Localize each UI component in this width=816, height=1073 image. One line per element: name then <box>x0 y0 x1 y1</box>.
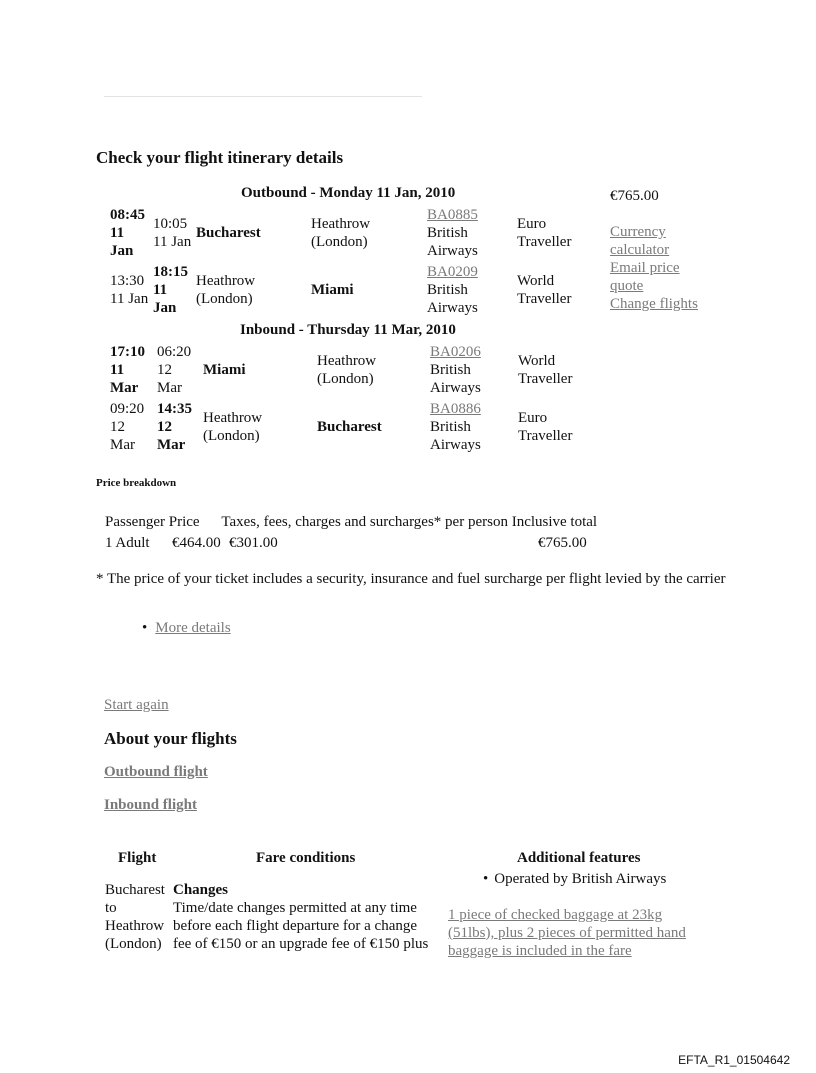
flight-number-link[interactable]: BA0209 <box>427 264 478 280</box>
row-passenger: 1 Adult <box>105 535 150 551</box>
surcharge-note: * The price of your ticket includes a security, insurance and fuel surcharge per flight levied by the carrier <box>96 571 726 587</box>
flight-info: BA0206 British Airways <box>430 344 481 396</box>
col-passenger: Passenger <box>105 514 165 530</box>
condition-changes: Changes Time/date changes permitted at any time <box>173 882 417 916</box>
flight-info: BA0886 British Airways <box>430 401 481 453</box>
change-flights-link[interactable]: Change flights <box>610 296 698 312</box>
flight-info: BA0885 British Airways <box>427 207 478 259</box>
outbound-header: Outbound - Monday 11 Jan, 2010 <box>241 185 456 201</box>
inbound-flight-link[interactable]: Inbound flight <box>104 797 197 813</box>
from-city: Miami <box>203 362 246 378</box>
currency-calculator-link[interactable]: Currency calculator <box>610 224 670 258</box>
arr-time: 06:20 12 Mar <box>157 344 192 396</box>
col-fare-header: Fare conditions <box>256 850 356 866</box>
from-city: Heathrow (London) <box>203 410 263 444</box>
operated-by: • Operated by British Airways <box>483 871 667 887</box>
side-links <box>610 223 698 313</box>
document-id: EFTA_R1_01504642 <box>678 1053 790 1067</box>
dep-time: 09:20 12 Mar <box>110 401 145 453</box>
to-city: Miami <box>311 282 354 298</box>
flight-number-link[interactable]: BA0206 <box>430 344 481 360</box>
dep-time: 17:10 11 Mar <box>110 344 145 396</box>
col-flight-header: Flight <box>118 850 157 866</box>
to-city: Heathrow (London) <box>311 216 371 250</box>
from-city: Heathrow (London) <box>196 273 256 307</box>
condition-flight: Bucharest to Heathrow (London) <box>105 882 165 952</box>
arr-time: 18:15 11 Jan <box>153 264 188 316</box>
more-details-link[interactable]: More details <box>155 620 231 636</box>
total-price: €765.00 <box>610 188 659 204</box>
start-again-link[interactable]: Start again <box>104 697 169 713</box>
arr-time: 14:35 12 Mar <box>157 401 192 453</box>
col-taxes: Taxes, fees, charges and surcharges* per person <box>221 514 508 530</box>
inbound-header: Inbound - Thursday 11 Mar, 2010 <box>240 322 456 338</box>
row-total: €765.00 <box>538 535 587 551</box>
flight-info: BA0209 British Airways <box>427 264 478 316</box>
row-price: €464.00 <box>172 535 221 551</box>
flight-number-link[interactable]: BA0885 <box>427 207 478 223</box>
cabin-class: World Traveller <box>518 353 573 387</box>
arr-time: 10:05 11 Jan <box>153 216 192 250</box>
row-taxes: €301.00 <box>229 535 278 551</box>
col-features-header: Additional features <box>517 850 641 866</box>
cabin-class: World Traveller <box>517 273 572 307</box>
cabin-class: Euro Traveller <box>518 410 573 444</box>
more-details-list <box>142 620 231 637</box>
about-heading: About your flights <box>104 729 237 748</box>
changes-label: Changes <box>173 882 229 898</box>
price-breakdown-heading: Price breakdown <box>96 477 177 489</box>
from-city: Bucharest <box>196 225 261 241</box>
to-city: Bucharest <box>317 419 382 435</box>
list-item <box>142 620 231 637</box>
dep-time: 08:45 11 Jan <box>110 207 145 259</box>
col-price: Price <box>168 514 200 530</box>
dep-time: 13:30 11 Jan <box>110 273 149 307</box>
price-header-row <box>105 514 597 531</box>
condition-changes-cont: before each flight departure for a change fee of €150 or an upgrade fee of €150 plus <box>173 918 429 952</box>
top-divider <box>104 96 422 97</box>
cabin-class: Euro Traveller <box>517 216 572 250</box>
col-total: Inclusive total <box>511 514 598 530</box>
page-title: Check your flight itinerary details <box>96 148 344 167</box>
flight-number-link[interactable]: BA0886 <box>430 401 481 417</box>
baggage-link[interactable]: 1 piece of checked baggage at 23kg (51lbs), plus 2 pieces of permitted hand baggage is included in the fare <box>448 907 686 959</box>
to-city: Heathrow (London) <box>317 353 377 387</box>
email-price-quote-link[interactable]: Email price quote <box>610 260 680 294</box>
outbound-flight-link[interactable]: Outbound flight <box>104 764 208 780</box>
